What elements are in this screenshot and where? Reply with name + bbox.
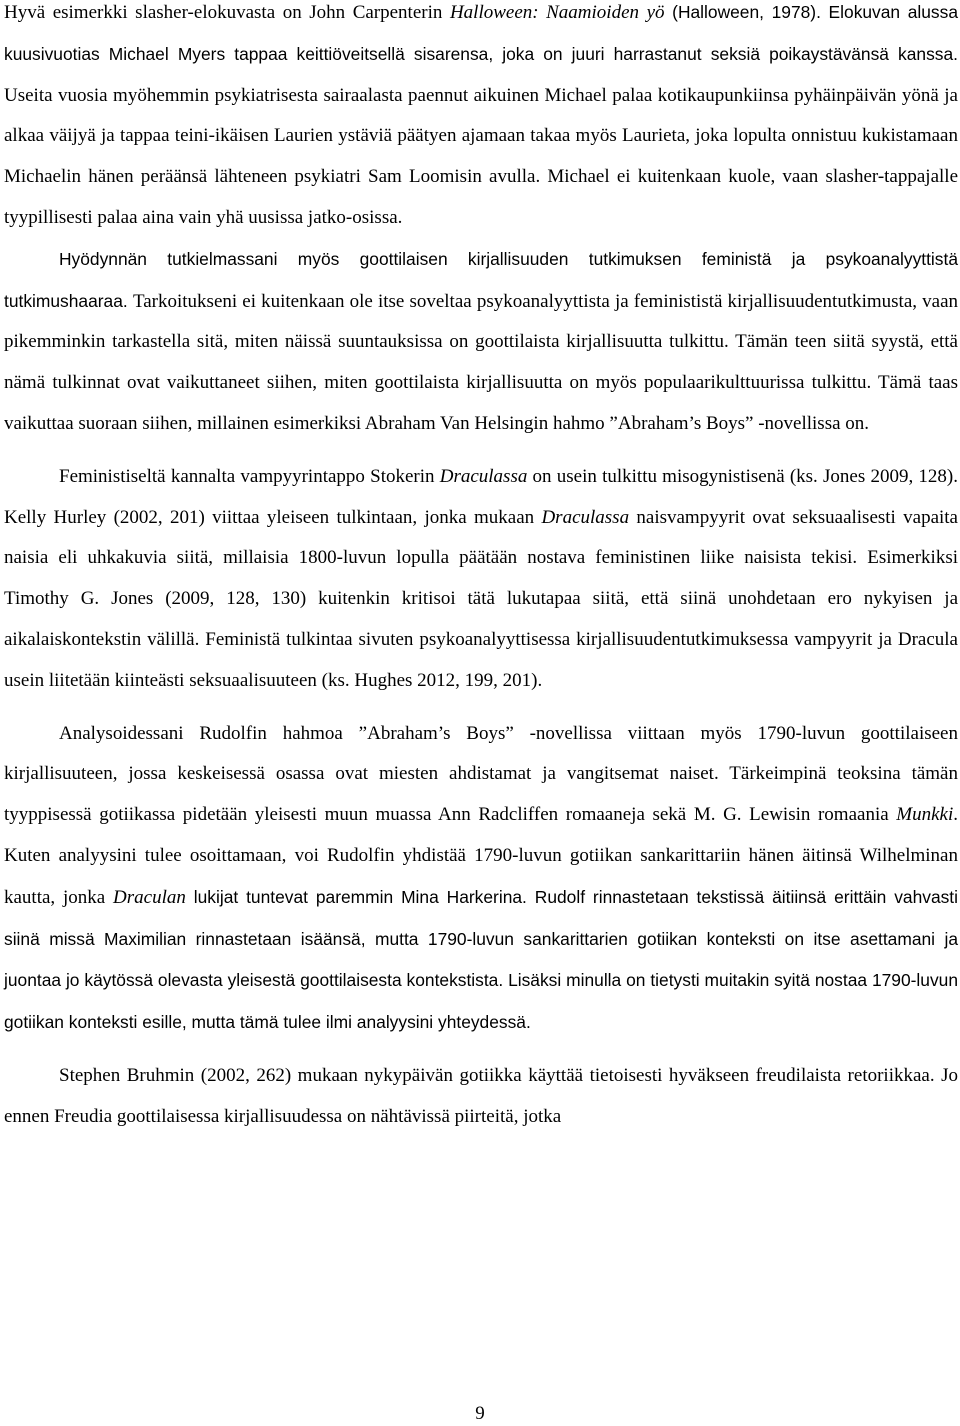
text-run: Draculassa <box>439 465 528 487</box>
text-run: Draculan <box>113 886 186 908</box>
text-run: Munkki <box>896 804 954 826</box>
paragraph-4 <box>4 714 958 1044</box>
text-run: lukijat tuntevat paremmin Mina Harkerina. Rudolf rinnastetaan tekstissä äitiinsä erittäin vahvasti siinä missä Maximilian rinnastetaan isäänsä, mutta 1790-luvun sankarittarien gotiikan konteksti on itse asettamani ja juontaa jo käytössä olevasta yleisestä goottilaisesta kontekstista. Lisäksi minulla on tietysti muitakin syitä nostaa 1790-luvun gotiikan konteksti esille, mutta tämä tulee ilmi analyysini yhteydessä. <box>4 886 959 1033</box>
text-run: on usein tulkittu misogynistisenä (ks. Jones 2009, 128). Kelly Hurley (2002, 201) viittaa yleiseen tulkintaan, jonka mukaan <box>4 465 958 528</box>
text-run: Useita vuosia myöhemmin psykiatrisesta sairaalasta paennut aikuinen Michael palaa kotikaupunkiinsa pyhäinpäivän yönä ja alkaa väijyä ja tappaa teini-ikäisen Laurien ystäviä päätyen ajamaan takaa myös Laurieta, joka lopulta onnistuu kukistamaan Michaelin hänen peräänsä lähteneen psykiatri Sam Loomisin avulla. Michael ei kuitenkaan kuole, vaan slasher-tappajalle tyypillisesti palaa aina vain yhä uusissa jatko-osissa. <box>4 84 958 228</box>
text-run: Tarkoitukseni ei kuitenkaan ole itse soveltaa psykoanalyyttista ja feminististä kirjallisuudentutkimusta, vaan pikemminkin tarkastella sitä, miten näissä suuntauksissa on goottilaista kirjallisuutta tulkittu. Tämän teen siitä syystä, että nämä tulkinnat ovat vaikuttaneet siihen, miten goottilaista kirjallisuutta on myös populaarikulttuurissa tulkittu. Tämä taas vaikuttaa suoraan siihen, millainen esimerkiksi Abraham Van Helsingin hahmo ”Abraham’s Boys” -novellissa on. <box>4 290 959 434</box>
text-run: Analysoidessani Rudolfin hahmoa ”Abraham’s Boys” -novellissa viittaan myös 1790-luvun goottilaiseen kirjallisuuteen, jossa keskeisessä osassa ovat miesten ahdistamat ja vangitsemat naiset. Tärkeimpinä teoksina tämän tyyppisessä gotiikassa pidetään yleisesti muun muassa Ann Radcliffen romaaneja sekä M. G. Lewisin romaania <box>4 722 958 826</box>
text-run: Hyödynnän tutkielmassani myös goottilaisen kirjallisuuden tutkimuksen feministä ja psykoanalyyttistä tutkimushaaraa. <box>4 248 958 311</box>
text-run: Stephen Bruhmin (2002, 262) mukaan nykypäivän gotiikka käyttää tietoisesti hyväkseen freudilaista retoriikkaa. Jo ennen Freudia goottilaisessa kirjallisuudessa on nähtävissä piirteitä, jotka <box>4 1064 958 1127</box>
text-run: Halloween: Naamioiden yö <box>449 2 665 23</box>
text-run: Feministiseltä kannalta vampyyrintappo Stokerin <box>59 465 440 487</box>
paragraph-3 <box>4 457 958 702</box>
paragraph-2 <box>4 239 958 445</box>
text-run: Hyvä esimerkki slasher-elokuvasta on John Carpenterin <box>4 2 450 23</box>
document-body <box>4 0 958 1138</box>
text-run: naisvampyyrit ovat seksuaalisesti vapaita naisia eli uhkakuvia siitä, millaisia 1800-luvun lopulla päätään nostava feministinen liike naisista tekisi. Esimerkiksi Timothy G. Jones (2009, 128, 130) kuitenkin kritisoi tätä lukutapaa siitä, että siinä unohdetaan ero nykyisen ja aikalaiskontekstin välillä. Feministä tulkintaa sivuten psykoanalyyttisessa kirjallisuudentutkimuksessa vampyyrit ja Dracula usein liitetään kiinteästi seksuaalisuuteen (ks. Hughes 2012, 199, 201). <box>4 506 958 691</box>
page-number: 9 <box>475 1403 485 1424</box>
paragraph-1 <box>4 0 958 239</box>
text-run: (Halloween, 1978). Elokuvan alussa kuusivuotias Michael Myers tappaa keittiöveitsellä sisarensa, joka on juuri harrastanut seksiä poikaystävänsä kanssa. <box>4 2 958 64</box>
text-run: Draculassa <box>541 506 630 528</box>
text-run: . Kuten analyysini tulee osoittamaan, voi Rudolfin yhdistää 1790-luvun gotiikan sankarittariin hänen äitinsä Wilhelminan kautta, jonka <box>4 804 958 908</box>
paragraph-5 <box>4 1056 958 1138</box>
